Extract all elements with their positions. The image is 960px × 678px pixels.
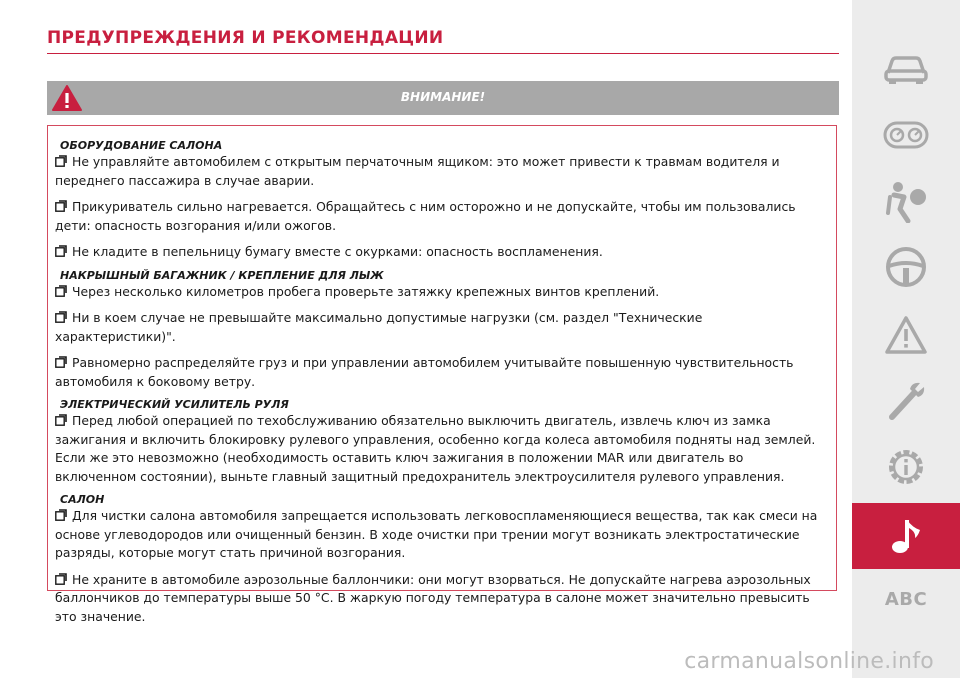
info-gear-icon [884,445,928,489]
bullet-checkbox-icon [55,509,67,521]
bullet-item [55,243,826,262]
bullet-checkbox-icon [55,245,67,257]
airbag-seat-icon [884,179,928,223]
watermark: carmanualsonline.info [684,649,934,674]
sidebar-item-multimedia[interactable] [852,503,960,569]
sidebar-item-warnings[interactable] [852,302,960,368]
bullet-item [55,412,826,486]
bullet-text: Прикуриватель сильно нагревается. Обращайтесь с ним осторожно и не допускайте, чтобы им пользовались дети: опасность возгорания и/или ожогов. [55,199,796,233]
bullet-item [55,198,826,235]
bullet-checkbox-icon [55,311,67,323]
sidebar-item-maintenance[interactable] [852,368,960,434]
sidebar-item-index[interactable] [852,566,960,632]
bullet-checkbox-icon [55,200,67,212]
warning-label: ВНИМАНИЕ! [400,90,486,104]
bullet-text: Через несколько километров пробега проверьте затяжку крепежных винтов креплений. [72,283,660,299]
bullet-checkbox-icon [55,573,67,585]
bullet-item [55,354,826,391]
bullet-text: Равномерно распределяйте груз и при управлении автомобилем учитывайте повышенную чувствительность автомобиля к боковому ветру. [55,355,794,389]
section-heading: САЛОН [60,493,105,506]
bullet-text: Не храните в автомобиле аэрозольные баллончики: они могут взорваться. Не допускайте нагрева аэрозольных баллончиков до температуры выше 50 °C. В жаркую погоду температура в салоне может значительно превысить это значение. [55,571,811,624]
bullet-text: Перед любой операцией по техобслуживанию обязательно выключить двигатель, извлечь ключ из замка зажигания и включить блокировку рулевого управления, особенно когда колеса автомобиля подняты над землей. Если же это невозможно (необходимость оставить ключ зажигания в положении MAR или двигатель во включенном состоянии), выньте главный защитный предохранитель электроусилителя рулевого управления. [55,413,816,484]
bullet-checkbox-icon [55,155,67,167]
dashboard-gauges-icon [883,121,929,149]
page-title: ПРЕДУПРЕЖДЕНИЯ И РЕКОМЕНДАЦИИ [47,28,839,54]
sidebar [852,0,960,678]
sidebar-item-steering[interactable] [852,234,960,300]
sidebar-item-dashboard[interactable] [852,102,960,168]
sidebar-item-info[interactable] [852,434,960,500]
warning-banner [47,81,839,115]
bullet-item [55,153,826,190]
abc-label: ABC [884,588,928,610]
warning-triangle-icon [884,315,928,355]
section-heading: НАКРЫШНЫЙ БАГАЖНИК / КРЕПЛЕНИЕ ДЛЯ ЛЫЖ [60,268,384,282]
bullet-checkbox-icon [55,285,67,297]
bullet-item [55,571,826,627]
section-heading: ЭЛЕКТРИЧЕСКИЙ УСИЛИТЕЛЬ РУЛЯ [60,398,289,411]
bullet-text: Для чистки салона автомобиля запрещается использовать легковоспламеняющиеся вещества, так как смеси на основе углеводородов или очищенный бензин. В ходе очистки при трении могут возникать электростатические разряды, которые могут стать причиной возгорания. [55,508,818,560]
warning-box [47,125,837,624]
bullet-checkbox-icon [55,414,67,426]
bullet-text: Не управляйте автомобилем с открытым перчаточным ящиком: это может привести к травмам водителя и переднего пассажира в случае аварии. [55,154,780,188]
bullet-text: Ни в коем случае не превышайте максимально допустимые нагрузки (см. раздел "Технические характеристики)". [55,310,703,344]
bullet-checkbox-icon [55,356,67,368]
sidebar-item-airbag[interactable] [852,168,960,234]
car-icon [884,53,928,85]
music-note-icon [889,516,923,556]
wrench-icon [884,379,928,423]
section-heading: ОБОРУДОВАНИЕ САЛОНА [60,139,223,152]
bullet-item [55,283,826,302]
bullet-item [55,309,826,346]
bullet-item [55,507,826,563]
steering-wheel-icon [885,246,927,288]
sidebar-item-car[interactable] [852,36,960,102]
bullet-text: Не кладите в пепельницу бумагу вместе с окурками: опасность воспламенения. [72,244,603,259]
